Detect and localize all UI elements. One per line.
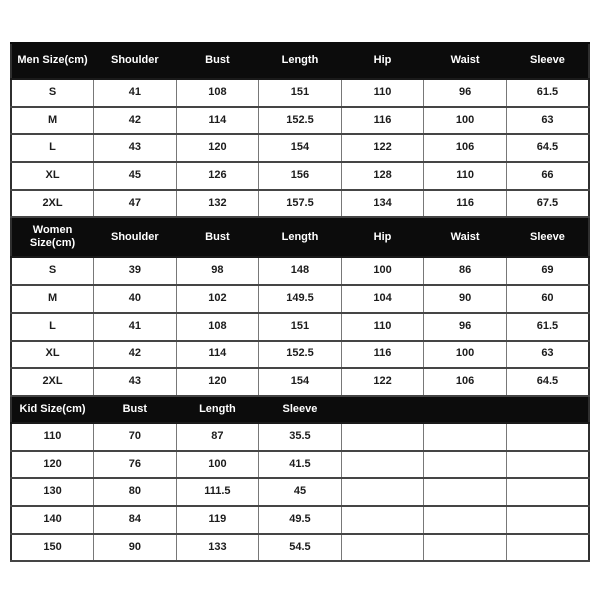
size-label-cell: S [11,79,94,107]
measurement-cell [424,534,507,562]
size-label-cell: 120 [11,451,94,479]
measurement-cell [506,451,589,479]
measurement-cell: 100 [424,107,507,135]
header-cell: Sleeve [506,217,589,257]
size-label-cell: M [11,285,94,313]
measurement-cell: 70 [94,423,177,451]
measurement-cell: 156 [259,162,342,190]
header-cell: Bust [176,217,259,257]
measurement-cell: 67.5 [506,190,589,218]
header-cell: Hip [341,217,424,257]
size-label-cell: 150 [11,534,94,562]
table-row [11,313,589,341]
section-header-row-women [11,217,589,257]
size-label-cell: M [11,107,94,135]
header-cell: Men Size(cm) [11,43,94,79]
measurement-cell: 40 [94,285,177,313]
measurement-cell [424,451,507,479]
table-row [11,341,589,369]
table-row [11,451,589,479]
table-row [11,506,589,534]
measurement-cell: 63 [506,341,589,369]
measurement-cell: 49.5 [259,506,342,534]
measurement-cell: 128 [341,162,424,190]
measurement-cell: 110 [424,162,507,190]
measurement-cell: 98 [176,257,259,285]
measurement-cell: 61.5 [506,79,589,107]
measurement-cell: 87 [176,423,259,451]
measurement-cell [341,451,424,479]
measurement-cell: 157.5 [259,190,342,218]
measurement-cell: 60 [506,285,589,313]
table-row [11,134,589,162]
measurement-cell: 126 [176,162,259,190]
measurement-cell: 116 [341,107,424,135]
measurement-cell: 120 [176,368,259,396]
table-row [11,285,589,313]
header-cell: Kid Size(cm) [11,396,94,423]
measurement-cell: 122 [341,134,424,162]
measurement-cell: 69 [506,257,589,285]
size-label-cell: 110 [11,423,94,451]
measurement-cell [506,534,589,562]
measurement-cell: 133 [176,534,259,562]
measurement-cell [424,423,507,451]
measurement-cell: 47 [94,190,177,218]
measurement-cell: 54.5 [259,534,342,562]
section-header-row-kid [11,396,589,423]
header-cell: Shoulder [94,43,177,79]
table-row [11,478,589,506]
header-cell: Waist [424,43,507,79]
measurement-cell: 45 [259,478,342,506]
measurement-cell: 66 [506,162,589,190]
header-cell: Shoulder [94,217,177,257]
header-cell: Sleeve [506,43,589,79]
header-cell: Length [176,396,259,423]
measurement-cell: 154 [259,134,342,162]
size-label-cell: 140 [11,506,94,534]
measurement-cell: 148 [259,257,342,285]
measurement-cell: 132 [176,190,259,218]
measurement-cell: 100 [424,341,507,369]
header-cell: Bust [94,396,177,423]
table-row [11,107,589,135]
size-label-cell: 2XL [11,368,94,396]
size-chart-body [11,43,589,561]
table-row [11,257,589,285]
measurement-cell: 64.5 [506,368,589,396]
header-cell [506,396,589,423]
size-label-cell: 2XL [11,190,94,218]
measurement-cell: 43 [94,134,177,162]
measurement-cell: 90 [94,534,177,562]
measurement-cell: 152.5 [259,107,342,135]
table-row [11,79,589,107]
measurement-cell: 120 [176,134,259,162]
measurement-cell [341,506,424,534]
table-row [11,534,589,562]
header-cell [424,396,507,423]
measurement-cell: 116 [341,341,424,369]
measurement-cell: 100 [341,257,424,285]
size-chart-table [10,42,590,562]
measurement-cell [424,506,507,534]
header-cell: Sleeve [259,396,342,423]
measurement-cell: 122 [341,368,424,396]
measurement-cell: 41.5 [259,451,342,479]
table-row [11,368,589,396]
header-cell: Hip [341,43,424,79]
measurement-cell: 80 [94,478,177,506]
measurement-cell: 114 [176,341,259,369]
size-label-cell: L [11,313,94,341]
measurement-cell: 151 [259,79,342,107]
size-chart [10,42,590,562]
size-label-cell: L [11,134,94,162]
header-cell [341,396,424,423]
measurement-cell: 42 [94,107,177,135]
measurement-cell: 41 [94,313,177,341]
measurement-cell: 108 [176,313,259,341]
measurement-cell: 114 [176,107,259,135]
table-row [11,162,589,190]
measurement-cell: 102 [176,285,259,313]
size-label-cell: S [11,257,94,285]
header-cell: Length [259,217,342,257]
measurement-cell: 86 [424,257,507,285]
header-cell: Length [259,43,342,79]
measurement-cell: 76 [94,451,177,479]
measurement-cell: 63 [506,107,589,135]
table-row [11,423,589,451]
size-label-cell: XL [11,162,94,190]
measurement-cell: 90 [424,285,507,313]
measurement-cell [341,534,424,562]
measurement-cell [424,478,507,506]
measurement-cell: 119 [176,506,259,534]
measurement-cell [341,478,424,506]
measurement-cell: 42 [94,341,177,369]
measurement-cell: 96 [424,79,507,107]
header-cell: Bust [176,43,259,79]
measurement-cell: 61.5 [506,313,589,341]
measurement-cell: 43 [94,368,177,396]
measurement-cell: 149.5 [259,285,342,313]
header-cell: Waist [424,217,507,257]
measurement-cell: 151 [259,313,342,341]
measurement-cell [341,423,424,451]
measurement-cell: 39 [94,257,177,285]
measurement-cell: 111.5 [176,478,259,506]
measurement-cell: 45 [94,162,177,190]
measurement-cell [506,478,589,506]
measurement-cell: 100 [176,451,259,479]
measurement-cell: 104 [341,285,424,313]
measurement-cell: 106 [424,134,507,162]
measurement-cell: 35.5 [259,423,342,451]
measurement-cell: 110 [341,313,424,341]
measurement-cell: 64.5 [506,134,589,162]
header-cell: Women Size(cm) [11,217,94,257]
measurement-cell: 84 [94,506,177,534]
table-row [11,190,589,218]
size-label-cell: 130 [11,478,94,506]
measurement-cell: 41 [94,79,177,107]
measurement-cell: 116 [424,190,507,218]
measurement-cell [506,506,589,534]
measurement-cell: 152.5 [259,341,342,369]
measurement-cell: 96 [424,313,507,341]
measurement-cell [506,423,589,451]
measurement-cell: 106 [424,368,507,396]
size-label-cell: XL [11,341,94,369]
measurement-cell: 134 [341,190,424,218]
section-header-row-men [11,43,589,79]
measurement-cell: 110 [341,79,424,107]
measurement-cell: 154 [259,368,342,396]
measurement-cell: 108 [176,79,259,107]
